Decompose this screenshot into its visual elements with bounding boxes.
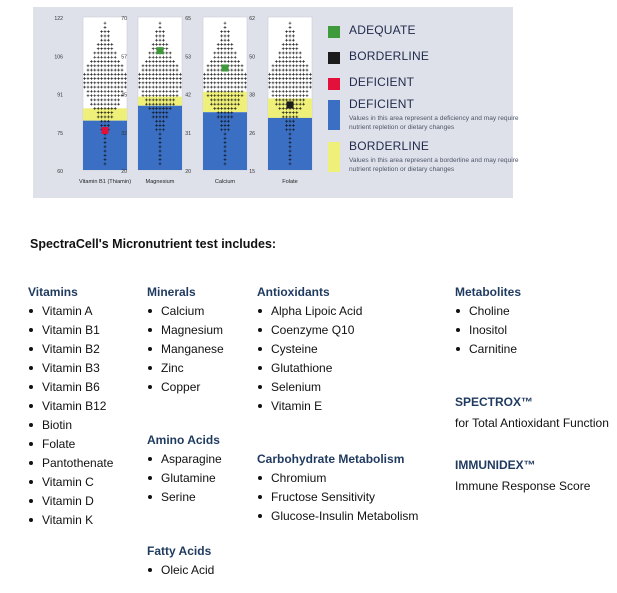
minerals-list (147, 304, 224, 399)
list-item (455, 304, 521, 323)
bullet-icon (258, 347, 262, 351)
bullet-icon (148, 366, 152, 370)
list-item-label: Glutamine (161, 471, 216, 485)
tick-label: 75 (57, 130, 63, 137)
bullet-icon (258, 476, 262, 480)
legend-desc-borderline: Values in this area represent a borderline and may require nutrient repletion or dietary changes (349, 157, 519, 173)
list-item-label: Pantothenate (42, 456, 114, 470)
metabolites-heading: Metabolites (455, 285, 522, 299)
bullet-icon (29, 461, 33, 465)
list-item-label: Asparagine (161, 452, 222, 466)
list-item-label: Cysteine (271, 342, 318, 356)
tick-label: 70 (121, 16, 127, 22)
bullet-icon (148, 476, 152, 480)
bullet-icon (258, 495, 262, 499)
list-item-label: Vitamin E (271, 399, 323, 413)
bullet-icon (148, 347, 152, 351)
list-item (147, 361, 224, 380)
list-item (147, 380, 224, 399)
bullet-icon (148, 309, 152, 313)
list-item-label: Coenzyme Q10 (271, 323, 355, 337)
list-item-label: Vitamin D (42, 494, 94, 508)
immunidex-block (455, 458, 590, 493)
list-item (147, 452, 222, 471)
list-item-label: Vitamin B6 (42, 380, 100, 394)
bullet-icon (29, 366, 33, 370)
tick-label: 62 (249, 16, 255, 22)
list-item-label: Folate (42, 437, 76, 451)
fatty-acids-list (147, 563, 214, 582)
panel-label-2: Calcium (214, 179, 236, 185)
bullet-icon (29, 328, 33, 332)
metabolites-section (455, 285, 521, 361)
list-item-label: Carnitine (469, 342, 518, 356)
list-item (257, 380, 362, 399)
antioxidants-list (257, 304, 362, 418)
tick-label: 26 (249, 130, 255, 137)
bullet-icon (258, 328, 262, 332)
bullet-icon (456, 309, 460, 313)
bullet-icon (29, 309, 33, 313)
list-item-label: Zinc (161, 361, 184, 375)
legend-swatch-deficient-dot (328, 78, 340, 90)
patient-marker-0 (102, 127, 109, 134)
tick-label: 15 (249, 169, 255, 175)
list-item (28, 380, 113, 399)
amino-acids-list (147, 452, 222, 509)
amino-acids-section (147, 433, 222, 509)
list-item-label: Vitamin B1 (42, 323, 100, 337)
list-item-label: Vitamin A (42, 304, 93, 318)
bullet-icon (258, 309, 262, 313)
bullet-icon (29, 518, 33, 522)
bullet-icon (148, 385, 152, 389)
legend-swatch-borderline-dot (328, 52, 340, 64)
list-item (455, 323, 521, 342)
page-title: SpectraCell's Micronutrient test includes: (30, 237, 277, 251)
list-item (147, 304, 224, 323)
panel-label-3: Folate (282, 179, 298, 185)
tick-label: 60 (57, 169, 63, 175)
list-item-label: Chromium (271, 471, 327, 485)
legend-label-deficient-dot: DEFICIENT (349, 75, 415, 89)
bullet-icon (148, 457, 152, 461)
list-item-label: Vitamin C (42, 475, 94, 489)
list-item (28, 361, 113, 380)
antioxidants-section (257, 285, 362, 418)
bullet-icon (29, 480, 33, 484)
list-item-label: Biotin (42, 418, 73, 432)
minerals-heading: Minerals (147, 285, 196, 299)
list-item (147, 323, 224, 342)
immunidex-title: IMMUNIDEX™ (455, 458, 536, 472)
results-chart (33, 7, 519, 198)
list-item-label: Fructose Sensitivity (271, 490, 376, 504)
list-item (147, 342, 224, 361)
list-item-label: Vitamin B3 (42, 361, 100, 375)
list-item-label: Vitamin K (42, 513, 94, 527)
list-item-label: Choline (469, 304, 510, 318)
tick-label: 42 (185, 92, 191, 99)
fatty-acids-heading: Fatty Acids (147, 544, 212, 558)
bullet-icon (258, 404, 262, 408)
immunidex-subtitle: Immune Response Score (455, 479, 591, 493)
tick-label: 45 (121, 92, 127, 99)
patient-marker-2 (222, 65, 229, 72)
vitamins-list (28, 304, 113, 532)
vitamins-heading: Vitamins (28, 285, 78, 299)
bullet-icon (29, 442, 33, 446)
tick-label: 20 (185, 169, 191, 175)
bullet-icon (29, 347, 33, 351)
metabolites-list (455, 304, 521, 361)
tick-label: 65 (185, 16, 191, 22)
carbohydrate-section (257, 452, 418, 528)
tick-label: 122 (54, 16, 63, 22)
legend-desc-deficient: Values in this area represent a deficiency and may require nutrient repletion or dietary changes (349, 115, 519, 131)
list-item (28, 323, 113, 342)
spectrox-subtitle: for Total Antioxidant Function (455, 416, 609, 430)
tick-label: 31 (185, 130, 191, 137)
bullet-icon (29, 404, 33, 408)
legend-swatch-deficient-area (328, 100, 340, 130)
list-item-label: Serine (161, 490, 196, 504)
list-item (28, 437, 113, 456)
list-item (28, 456, 113, 475)
carbohydrate-list (257, 471, 418, 528)
tick-label: 20 (121, 169, 127, 175)
list-item (28, 494, 113, 513)
list-item (257, 323, 362, 342)
bullet-icon (456, 328, 460, 332)
bullet-icon (29, 385, 33, 389)
list-item (28, 399, 113, 418)
minerals-section (147, 285, 224, 399)
list-item (257, 342, 362, 361)
panel-label-0: Vitamin B1 (Thiamin) (78, 179, 132, 185)
bullet-icon (258, 514, 262, 518)
list-item (28, 475, 113, 494)
borderline-zone-0 (83, 108, 127, 120)
list-item-label: Glucose-Insulin Metabolism (271, 509, 419, 523)
list-item-label: Selenium (271, 380, 322, 394)
carbohydrate-heading: Carbohydrate Metabolism (257, 452, 405, 466)
list-item-label: Oleic Acid (161, 563, 215, 577)
legend-label-deficient-area: DEFICIENT (349, 97, 415, 111)
bullet-icon (258, 385, 262, 389)
list-item (257, 399, 362, 418)
spectrox-block (455, 395, 609, 430)
bullet-icon (148, 568, 152, 572)
list-item-label: Manganese (161, 342, 224, 356)
list-item (257, 471, 418, 490)
tick-label: 91 (57, 92, 63, 99)
patient-marker-1 (157, 47, 164, 54)
fatty-acids-section (147, 544, 214, 582)
antioxidants-heading: Antioxidants (257, 285, 330, 299)
list-item-label: Magnesium (161, 323, 224, 337)
list-item (28, 342, 113, 361)
bullet-icon (456, 347, 460, 351)
spectrox-title: SPECTROX™ (455, 395, 534, 409)
patient-marker-3 (287, 101, 294, 108)
list-item-label: Alpha Lipoic Acid (271, 304, 363, 318)
bullet-icon (258, 366, 262, 370)
legend-label-borderline-dot: BORDERLINE (349, 49, 430, 63)
list-item (147, 563, 214, 582)
tick-label: 57 (121, 54, 127, 61)
list-item (455, 342, 521, 361)
tick-label: 53 (185, 54, 191, 61)
vitamins-section (28, 285, 113, 532)
panel-label-1: Magnesium (145, 179, 175, 185)
legend-label-adequate: ADEQUATE (349, 23, 416, 37)
legend-label-borderline-area: BORDERLINE (349, 139, 430, 153)
list-item-label: Copper (161, 380, 201, 394)
amino-acids-heading: Amino Acids (147, 433, 220, 447)
bullet-icon (29, 423, 33, 427)
tick-label: 50 (249, 54, 255, 61)
tick-label: 32 (121, 130, 127, 137)
list-item-label: Calcium (161, 304, 205, 318)
list-item (257, 490, 418, 509)
list-item (28, 304, 113, 323)
list-item (28, 418, 113, 437)
list-item-label: Glutathione (271, 361, 333, 375)
list-item (28, 513, 113, 532)
legend-swatch-adequate (328, 26, 340, 38)
list-item (257, 304, 362, 323)
list-item-label: Vitamin B2 (42, 342, 100, 356)
list-item-label: Inositol (469, 323, 508, 337)
list-item (147, 471, 222, 490)
list-item-label: Vitamin B12 (42, 399, 107, 413)
bullet-icon (148, 328, 152, 332)
legend-swatch-borderline-area (328, 142, 340, 172)
list-item (257, 361, 362, 380)
tick-label: 106 (54, 54, 63, 61)
list-item (147, 490, 222, 509)
list-item (257, 509, 418, 528)
bullet-icon (29, 499, 33, 503)
tick-label: 38 (249, 92, 255, 99)
bullet-icon (148, 495, 152, 499)
